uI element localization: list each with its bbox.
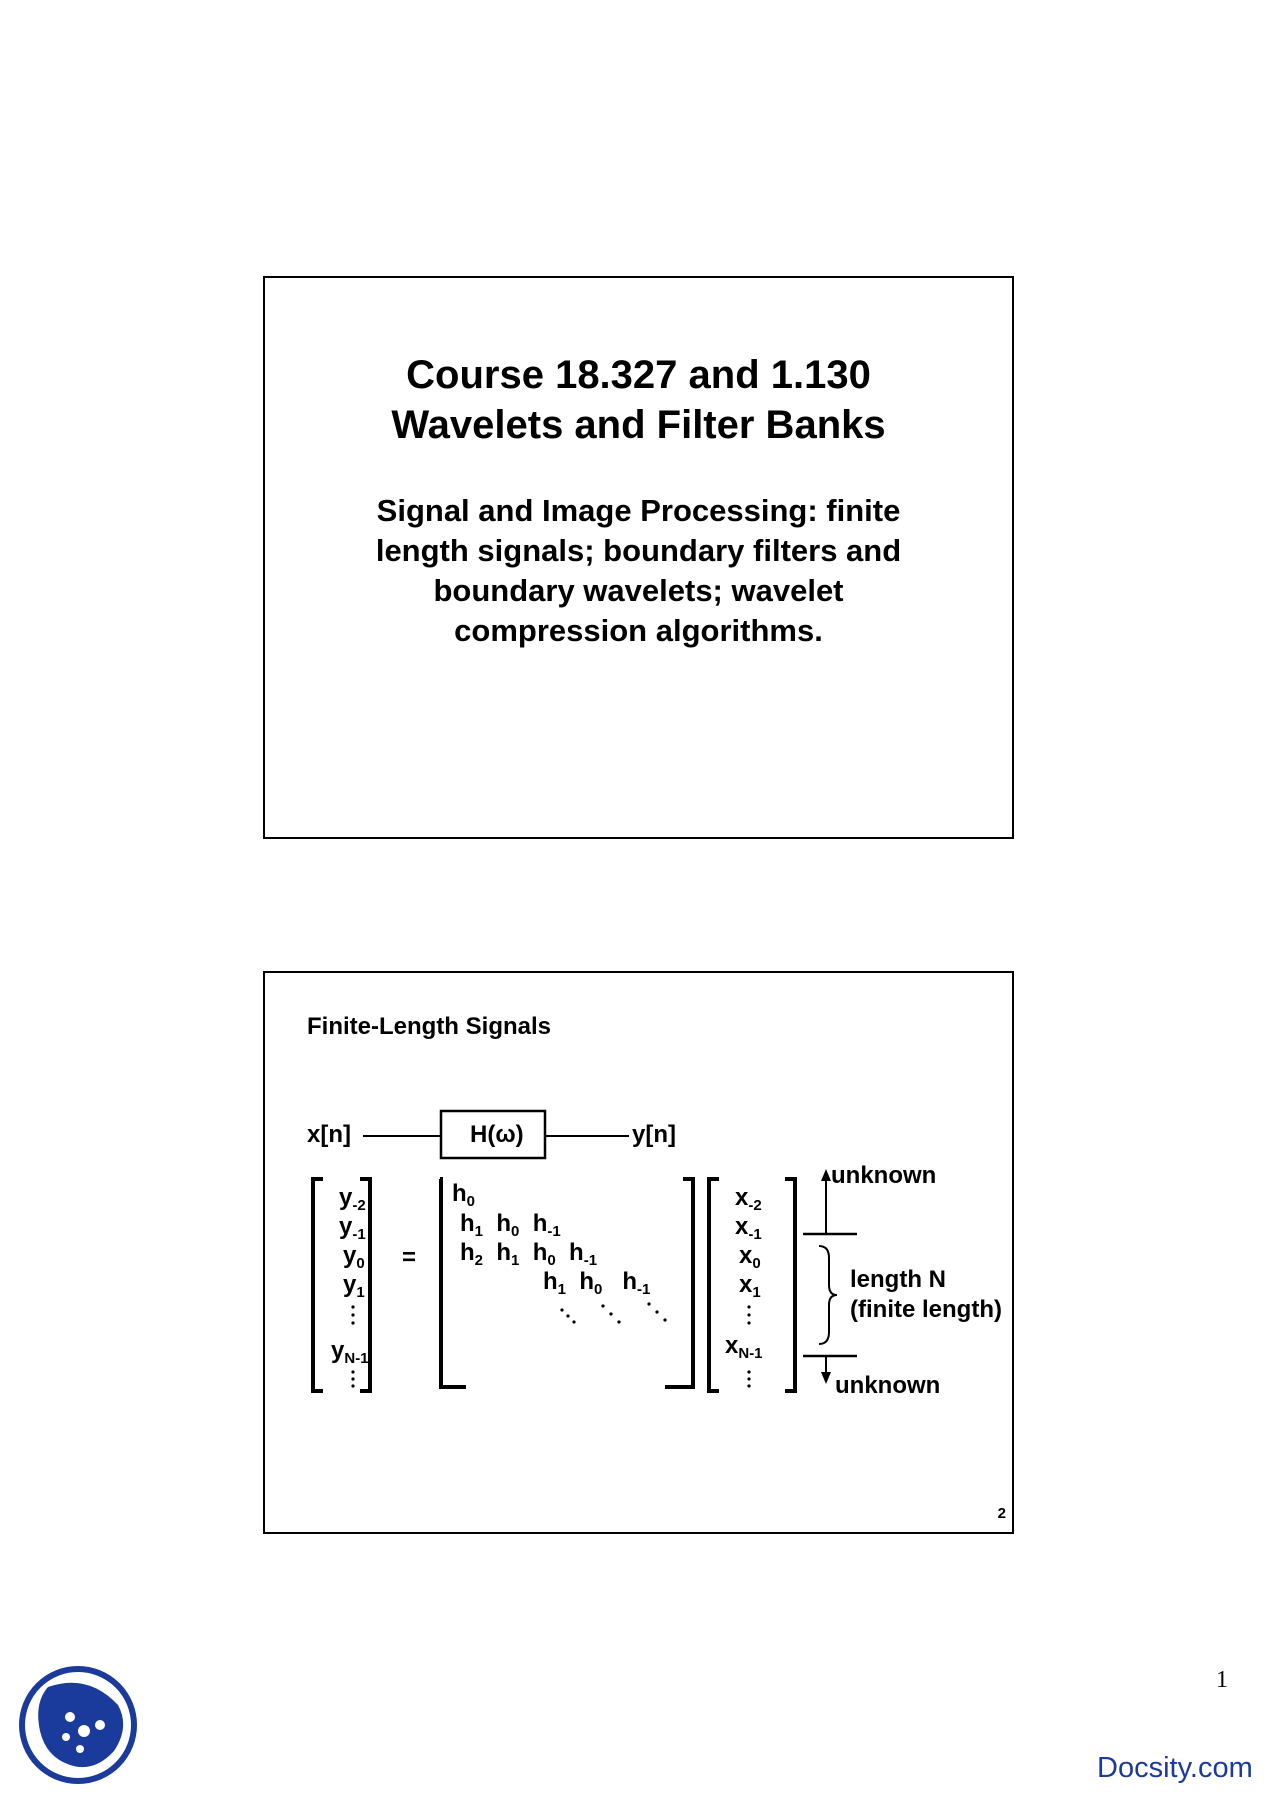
matrix-row-0: $h_0$ (452, 1180, 476, 1210)
y-entry-1: $y_1$ (343, 1271, 365, 1301)
slide-finite-length-signals (263, 971, 1014, 1534)
x-entry-n-minus-1: $x_{N-1}$ (725, 1332, 763, 1362)
y-entry-0: $y_0$ (343, 1242, 365, 1272)
matrix-row-1: $h_1$ $h_0$ $h_{-1}$ (460, 1210, 561, 1240)
page-number: 1 (1216, 1667, 1228, 1693)
y-entry-minus-1: $y_{-1}$ (339, 1213, 366, 1243)
block-diagram-lines (265, 973, 1016, 1536)
x-entry-minus-1: $x_{-1}$ (735, 1213, 762, 1243)
matrix-row-3: $h_1$ $h_0$ $h_{-1}$ (543, 1268, 651, 1298)
finite-length-label: (finite length) (850, 1296, 1002, 1323)
course-title (265, 350, 1012, 450)
x-entry-0: $x_0$ (739, 1242, 761, 1272)
docsity-logo-icon (18, 1665, 138, 1785)
length-n-label: length N (850, 1266, 946, 1293)
slide-number: 2 (997, 1505, 1006, 1522)
docsity-link[interactable]: Docsity.com (1097, 1752, 1253, 1784)
slide-title (263, 276, 1014, 839)
matrix-row-2: $h_2$ $h_1$ $h_0$ $h_{-1}$ (460, 1239, 598, 1269)
x-entry-minus-2: $x_{-2}$ (735, 1184, 762, 1214)
title-line-2: Wavelets and Filter Banks (391, 403, 886, 447)
y-entry-n-minus-1: $y_{N-1}$ (331, 1337, 369, 1367)
equals-sign: = (402, 1244, 417, 1271)
x-entry-1: $x_1$ (739, 1271, 761, 1301)
subtitle-line-2: length signals; boundary filters and (375, 533, 902, 568)
unknown-bottom-label: unknown (835, 1372, 941, 1399)
course-subtitle (345, 491, 932, 651)
unknown-top-label: unknown (831, 1162, 937, 1189)
input-signal-label: x[n] (307, 1121, 351, 1148)
output-signal-label: y[n] (632, 1121, 676, 1148)
filter-label: H(ω) (470, 1121, 524, 1148)
slide-heading: Finite-Length Signals (307, 1013, 551, 1040)
y-entry-minus-2: $y_{-2}$ (339, 1184, 366, 1214)
title-line-1: Course 18.327 and 1.130 (406, 353, 871, 397)
subtitle-line-4: compression algorithms. (454, 613, 823, 648)
subtitle-line-3: boundary wavelets; wavelet (433, 573, 844, 608)
subtitle-line-1: Signal and Image Processing: finite (376, 493, 901, 528)
